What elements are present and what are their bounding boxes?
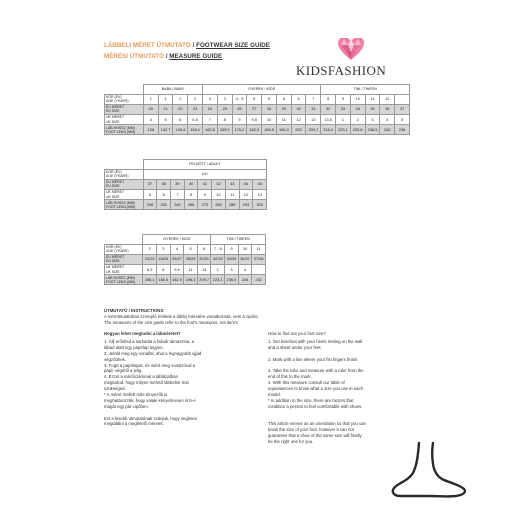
table-cell: 273	[198, 200, 212, 210]
table-cell: 24	[203, 104, 218, 114]
corner-cell	[105, 235, 143, 245]
hu-instruction-line: lábad alatt egy papírlap legyen.	[104, 344, 164, 350]
table-cell: 6	[173, 115, 188, 125]
hu-instruction-line: meghatározzák, hogy valaki kényelmesen érzi-e	[104, 397, 196, 403]
measure-subtitle-hu: MÉRÉSI ÚTMUTATÓ	[104, 53, 164, 60]
table-cell: 5	[143, 190, 157, 200]
en-instruction-line: model.	[268, 392, 281, 398]
row-label: KOR (ÉV) AGE (YEARS)	[105, 244, 143, 254]
size-table-kids-tween-pairs	[104, 234, 266, 285]
table-cell: 2	[143, 244, 157, 254]
en-instruction-line: guarantee that a shoe of the same size will finally	[268, 433, 362, 439]
table-cell: 22	[173, 104, 188, 114]
table-row	[105, 200, 267, 210]
instructions-line-hu: A méretmutatóban szereplő értékek a lábfej méretére vonatkoznak, nem a cipőre.	[104, 314, 260, 319]
table-cell: 35	[365, 104, 380, 114]
table-cell: 9,5	[170, 265, 184, 275]
table-row	[105, 265, 266, 275]
table-cell: 280	[212, 200, 226, 210]
table-cell: 34/35	[225, 254, 239, 264]
table-row	[105, 115, 410, 125]
guide-title-en: FOOTWEAR SIZE GUIDE	[196, 42, 270, 49]
table-cell: 1	[158, 94, 173, 104]
hu-instruction-line: 1. Állj erősítsd a sarkadat a falnak támasztva, a	[104, 339, 195, 344]
table-cell: 6	[276, 94, 291, 104]
table-cell: 246	[238, 275, 252, 285]
table-cell: 126	[143, 125, 158, 135]
table-cell: 28/29	[184, 254, 198, 264]
table-cell: 11	[225, 190, 239, 200]
table-cell: 6	[291, 94, 306, 104]
row-label: LÁB HOSSZ (MM) FOOT LENG.(MM)	[105, 275, 143, 285]
measure-subtitle-separator: /	[163, 53, 170, 60]
size-table-adult	[104, 159, 267, 210]
table-cell: 32	[321, 104, 336, 114]
table-cell: 31	[306, 104, 321, 114]
table-cell: 4	[143, 115, 158, 125]
table-cell: 142,7	[158, 125, 173, 135]
table-cell: 27	[247, 104, 262, 114]
table-cell: 1	[336, 115, 351, 125]
measure-subtitle	[104, 53, 222, 60]
table-cell: 6,5	[188, 115, 203, 125]
hu-instruction-line: papír végétől a jelig.	[104, 368, 143, 374]
table-cell: 266	[184, 200, 198, 210]
row-label: KOR (ÉV) AGE (YEARS)	[105, 169, 144, 179]
row-label: UK MÉRET UK SIZE	[105, 115, 144, 125]
table-cell: 240	[380, 125, 395, 135]
table-cell: 10	[238, 244, 252, 254]
row-label: LÁB HOSSZ (MM) FOOT LENG.(MM)	[105, 125, 144, 135]
table-cell: 30	[291, 104, 306, 114]
en-instruction-line: * In addition to the size, there are factors that	[268, 397, 354, 403]
table-cell: 236,5	[365, 125, 380, 135]
table-cell: 229,8	[350, 125, 365, 135]
corner-cell	[105, 160, 144, 170]
en-instruction-line: condition a person to feel comfortable with shoes.	[268, 403, 363, 409]
table-cell: 300	[253, 200, 267, 210]
table-cell: 162,8	[203, 125, 218, 135]
table-cell: 13	[197, 265, 211, 275]
row-label: EU MÉRET EU SIZE	[105, 254, 143, 264]
table-cell: 12	[239, 190, 253, 200]
table-cell: 13	[306, 115, 321, 125]
hu-instruction-line: 3. Fogd a papírlapot, és mérd meg vonalzóval a	[104, 362, 196, 368]
table-cell: 37	[143, 179, 157, 189]
table-cell: 9	[225, 244, 239, 254]
group-header: GYEREK / KIDS	[203, 85, 321, 95]
table-cell: 13,5	[321, 115, 336, 125]
table-cell: 8	[157, 265, 171, 275]
table-cell: 203	[291, 125, 306, 135]
table-cell: 6,5	[143, 265, 157, 275]
table-cell: 6	[157, 190, 171, 200]
table-row	[105, 275, 266, 285]
en-instruction-line: 2. Mark with a line where your fist fingers finish.	[268, 356, 359, 362]
table-cell: 43	[225, 179, 239, 189]
table-cell: 246	[395, 125, 410, 135]
table-cell	[395, 94, 410, 104]
table-cell: 176,2	[232, 125, 247, 135]
group-header: BABA / BABY	[143, 85, 202, 95]
table-cell: 196,3	[184, 275, 198, 285]
table-cell: 32/33	[211, 254, 225, 264]
hu-instruction-line: 2. Jelöld meg egy vonallal, ahol a legnagyobb ujjad	[104, 350, 202, 356]
en-instruction-line: 1. Get barefoot with your heels resting on the wall	[268, 339, 363, 344]
guide-title-hu: LÁBBELI MÉRET ÚTMUTATÓ	[104, 42, 191, 49]
en-instruction-line: be the right one for you.	[268, 439, 314, 445]
table-cell: 2	[173, 94, 188, 104]
table-cell: 7	[306, 94, 321, 104]
table-cell: 9	[336, 94, 351, 104]
table-cell: 13	[253, 190, 267, 200]
table-cell: 3	[203, 94, 218, 104]
table-cell: 33	[336, 104, 351, 114]
table-cell: 293	[239, 200, 253, 210]
row-label: UK MÉRET UK SIZE	[105, 190, 144, 200]
table-cell: 25	[217, 104, 232, 114]
row-label: LÁB HOSSZ (MM) FOOT LENG.(MM)	[105, 200, 144, 210]
table-cell: 216,4	[321, 125, 336, 135]
brand-name: KIDSFASHION	[296, 63, 387, 78]
row-label: EU MÉRET EU SIZE	[105, 104, 144, 114]
hu-instruction-line: végződnek.	[104, 356, 126, 362]
guide-title-separator: /	[190, 42, 197, 49]
en-instruction-line: equivalences to know what a size you use in each	[268, 386, 364, 392]
table-cell: 12	[291, 115, 306, 125]
row-label: UK MÉRET UK SIZE	[105, 265, 143, 275]
table-cell: 24/25	[157, 254, 171, 264]
table-cell	[252, 265, 266, 275]
table-cell: 40	[184, 179, 198, 189]
table-cell: 39	[171, 179, 185, 189]
table-cell: 246	[143, 200, 157, 210]
table-cell: 9	[198, 190, 212, 200]
table-cell: 3	[225, 265, 239, 275]
table-row	[105, 94, 410, 104]
table-cell: 11	[365, 94, 380, 104]
table-cell: 4 - 5	[232, 94, 247, 104]
instructions-heading: ÚTMUTATÓ / INSTRUCTIONS:	[104, 308, 165, 313]
table-cell: 10	[350, 94, 365, 104]
guide-title	[104, 42, 270, 49]
table-cell: 8	[217, 115, 232, 125]
hu-instruction-line: megtalálni a megfelelő méretet.	[104, 421, 164, 427]
table-cell: 260	[171, 200, 185, 210]
table-cell: 14+	[143, 169, 266, 179]
table-row	[105, 169, 267, 179]
table-cell: 36	[380, 104, 395, 114]
table-cell: 169,5	[217, 125, 232, 135]
table-cell: 5	[158, 115, 173, 125]
table-row	[105, 190, 267, 200]
table-cell: 5	[395, 115, 410, 125]
table-cell: 252	[157, 200, 171, 210]
en-instruction-line: This article serves as an orientation so that you can	[268, 421, 366, 427]
group-header: TINI / TWEEN	[321, 85, 410, 95]
table-cell: 42	[212, 179, 226, 189]
size-table-baby-kids-tween	[104, 84, 410, 135]
table-cell: 28	[262, 104, 277, 114]
hu-how-to-title: Hogyan lehet megtudni a lábméretet?	[104, 331, 181, 336]
table-cell: 182,9	[247, 125, 262, 135]
table-cell: 1	[143, 94, 158, 104]
foot-outline-icon	[386, 441, 468, 499]
en-instruction-line: end of this to the mark.	[268, 374, 312, 380]
table-cell: 156,1	[143, 275, 157, 285]
table-cell: 36/37	[238, 254, 252, 264]
table-cell: 10	[262, 115, 277, 125]
table-cell: 286	[225, 200, 239, 210]
table-cell: 21	[158, 104, 173, 114]
table-cell: 1	[211, 265, 225, 275]
hu-instruction-line: 4. Ezzel a mérőszámmal a táblázatban	[104, 374, 179, 380]
table-cell: 3	[217, 94, 232, 104]
corner-cell	[105, 85, 144, 95]
en-instruction-line: 4. With this measure consult our table of	[268, 380, 345, 386]
table-cell: 29	[276, 104, 291, 114]
table-cell: 7	[171, 190, 185, 200]
table-cell: 22/23	[143, 254, 157, 264]
table-cell: 8	[184, 190, 198, 200]
table-cell: 7	[203, 115, 218, 125]
table-cell: 34	[350, 104, 365, 114]
en-instruction-line: know the size of your foot, however it can not	[268, 427, 354, 433]
table-cell: 20	[143, 104, 158, 114]
table-cell: 2	[188, 94, 203, 104]
table-cell: 8	[321, 94, 336, 104]
table-cell: 44	[239, 179, 253, 189]
table-cell: 156,1	[188, 125, 203, 135]
en-how-to-title: How to find out your foot size?	[268, 331, 326, 336]
table-row	[105, 179, 267, 189]
table-cell: 26/27	[170, 254, 184, 264]
table-cell: 236,5	[225, 275, 239, 285]
hu-instruction-line: Ezt a kisebb útmutatónak szánjuk, hogy segítsen	[104, 415, 198, 421]
table-cell: 23	[188, 104, 203, 114]
group-header: TINI / TWEEN	[211, 235, 266, 245]
table-cell: 6	[197, 244, 211, 254]
row-label: EU MÉRET EU SIZE	[105, 179, 144, 189]
table-cell: 41	[198, 179, 212, 189]
table-cell: 5	[184, 244, 198, 254]
table-cell: 209,7	[197, 275, 211, 285]
table-cell: 10	[212, 190, 226, 200]
table-cell: 45	[253, 179, 267, 189]
table-cell: 37	[395, 104, 410, 114]
hu-instruction-line: szükséged.	[104, 386, 126, 392]
table-cell: 11	[252, 244, 266, 254]
en-instruction-line: and a sheet under your feet.	[268, 344, 322, 350]
table-cell: 189,6	[262, 125, 277, 135]
table-row	[105, 125, 410, 135]
hu-instruction-line: * A méret mellett más tényezők is	[104, 392, 168, 398]
table-cell: 9,5	[247, 115, 262, 125]
table-cell: 149,4	[173, 125, 188, 135]
table-cell: 252	[252, 275, 266, 285]
hu-instruction-line: megtudod, hogy milyen méretű lábbelire lesz	[104, 380, 190, 386]
table-cell: 4	[380, 115, 395, 125]
table-cell: 5	[247, 94, 262, 104]
table-cell: 37/38	[252, 254, 266, 264]
table-cell: 3	[365, 115, 380, 125]
table-cell: 30/31	[197, 254, 211, 264]
table-cell: 26	[232, 104, 247, 114]
table-cell: 11	[184, 265, 198, 275]
table-cell: 209,7	[306, 125, 321, 135]
table-cell: 169,5	[157, 275, 171, 285]
table-cell: 11	[276, 115, 291, 125]
table-cell: 2	[350, 115, 365, 125]
measure-subtitle-en: MEASURE GUIDE	[169, 53, 223, 60]
en-instructions-list	[268, 339, 366, 445]
table-cell: 223,1	[336, 125, 351, 135]
table-cell: 3	[157, 244, 171, 254]
table-row	[105, 254, 266, 264]
group-header: FELNŐTT / ADULT	[143, 160, 266, 170]
group-header: GYEREK / KIDS	[143, 235, 211, 245]
table-cell: 5	[262, 94, 277, 104]
table-cell: 4	[170, 244, 184, 254]
table-cell: 196,3	[276, 125, 291, 135]
table-cell: 182,9	[170, 275, 184, 285]
table-cell: 4	[238, 265, 252, 275]
table-cell: 12	[380, 94, 395, 104]
table-cell: 223,1	[211, 275, 225, 285]
table-row	[105, 244, 266, 254]
table-cell: 38	[157, 179, 171, 189]
instructions-line-en: The measures of the size guide refer to the foot's measures, not item's	[104, 320, 238, 325]
table-cell: 9	[232, 115, 247, 125]
hu-instructions-list	[104, 339, 201, 427]
hu-instruction-line: magát egy pár cipőben.	[104, 403, 149, 409]
row-label: KOR (ÉV) AGE (YEARS)	[105, 94, 144, 104]
table-row	[105, 104, 410, 114]
en-instruction-line: 3. Take the lobo and measure with a ruler from the	[268, 368, 364, 374]
table-cell: 7 - 8	[211, 244, 225, 254]
